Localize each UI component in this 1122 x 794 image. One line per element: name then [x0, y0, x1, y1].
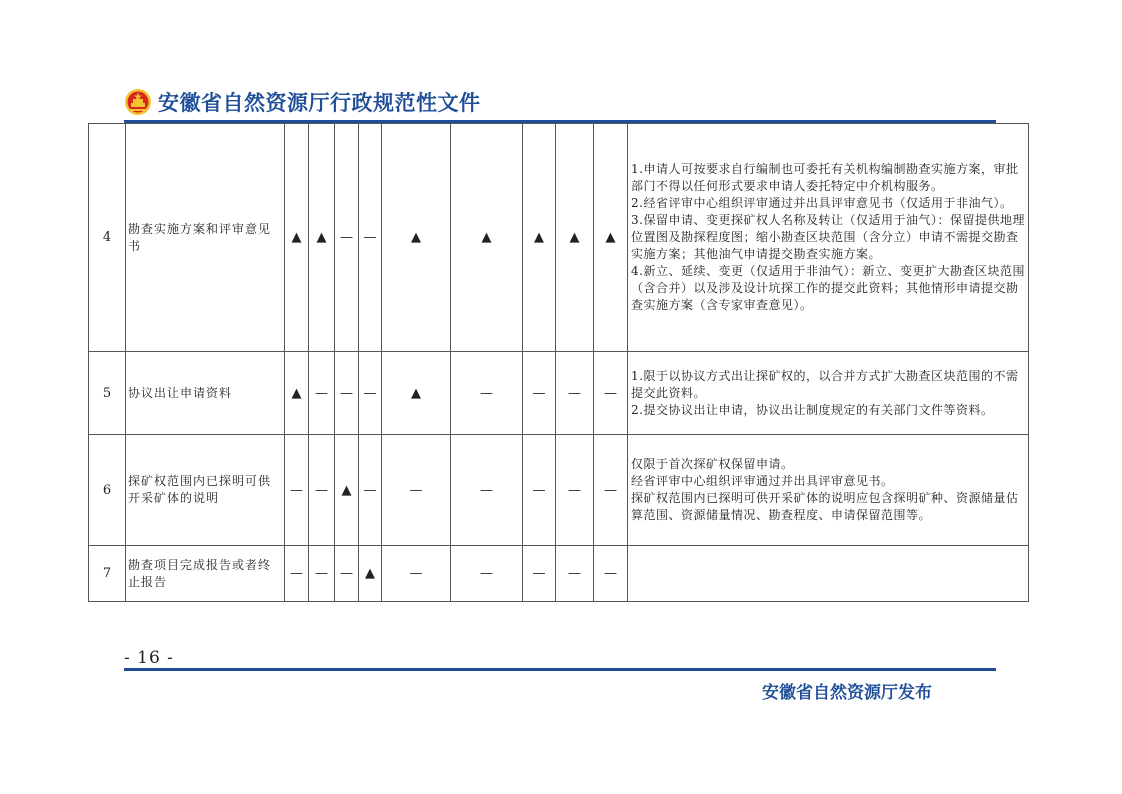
- requirement-mark: ▲: [359, 546, 382, 602]
- footer-publisher: 安徽省自然资源厅发布: [762, 683, 932, 703]
- requirement-mark: —: [382, 435, 451, 546]
- requirement-mark: ▲: [556, 124, 594, 352]
- remark-line: 1.申请人可按要求自行编制也可委托有关机构编制勘查实施方案，审批部门不得以任何形式要求申请人委托特定中介机构服务。: [631, 162, 1019, 193]
- requirement-mark: ▲: [594, 124, 628, 352]
- remarks-cell: [628, 546, 1029, 602]
- remark-line: 经省评审中心组织评审通过并出具评审意见书。: [631, 474, 894, 488]
- requirement-mark: —: [285, 546, 309, 602]
- material-name: 探矿权范围内已探明可供开采矿体的说明: [126, 435, 285, 546]
- requirement-mark: —: [451, 435, 523, 546]
- requirement-mark: ▲: [382, 352, 451, 435]
- requirement-mark: ▲: [523, 124, 556, 352]
- requirement-mark: ▲: [382, 124, 451, 352]
- requirement-mark: —: [309, 352, 335, 435]
- requirement-mark: —: [359, 435, 382, 546]
- table-row: [89, 352, 1029, 435]
- table-row: [89, 435, 1029, 546]
- requirement-mark: —: [556, 435, 594, 546]
- header-title: 安徽省自然资源厅行政规范性文件: [158, 91, 481, 115]
- requirement-mark: —: [359, 352, 382, 435]
- requirement-mark: —: [594, 435, 628, 546]
- requirement-mark: —: [451, 352, 523, 435]
- national-emblem-icon: [124, 88, 152, 116]
- requirement-mark: ▲: [285, 124, 309, 352]
- requirement-mark: —: [451, 546, 523, 602]
- row-number: 4: [89, 124, 126, 352]
- requirement-mark: —: [594, 352, 628, 435]
- requirement-mark: ▲: [309, 124, 335, 352]
- material-name: 勘查实施方案和评审意见书: [126, 124, 285, 352]
- remarks-cell: [628, 435, 1029, 546]
- requirement-mark: —: [335, 546, 359, 602]
- row-number: 7: [89, 546, 126, 602]
- requirement-mark: —: [335, 124, 359, 352]
- requirement-mark: —: [382, 546, 451, 602]
- remark-line: 4.新立、延续、变更（仅适用于非油气）：新立、变更扩大勘查区块范围（含合并）以及涉及设计坑探工作的提交此资料；其他情形申请提交勘查实施方案（含专家审查意见）。: [631, 264, 1025, 312]
- remark-line: 3.保留申请、变更探矿权人名称及转让（仅适用于油气）：保留提供地理位置图及勘探程度图；缩小勘查区块范围（含分立）申请不需提交勘查实施方案；其他油气申请提交勘查实施方案。: [631, 213, 1025, 261]
- row-number: 5: [89, 352, 126, 435]
- remarks-cell: [628, 124, 1029, 352]
- document-header: [124, 86, 481, 118]
- material-name: 勘查项目完成报告或者终止报告: [126, 546, 285, 602]
- remark-line: 2.经省评审中心组织评审通过并出具评审意见书（仅适用于非油气）。: [631, 196, 1013, 210]
- requirement-mark: —: [594, 546, 628, 602]
- requirement-mark: —: [523, 352, 556, 435]
- page-number: - 16 -: [124, 648, 174, 668]
- requirement-mark: —: [335, 352, 359, 435]
- requirement-mark: —: [523, 546, 556, 602]
- requirement-mark: ▲: [451, 124, 523, 352]
- footer-rule: [124, 668, 996, 671]
- requirement-mark: —: [285, 435, 309, 546]
- requirement-mark: —: [309, 546, 335, 602]
- remark-line: 仅限于首次探矿权保留申请。: [631, 457, 794, 471]
- remark-line: 探矿权范围内已探明可供开采矿体的说明应包含探明矿种、资源储量估算范围、资源储量情况、勘查程度、申请保留范围等。: [631, 491, 1019, 522]
- remarks-cell: [628, 352, 1029, 435]
- requirement-mark: —: [523, 435, 556, 546]
- requirement-mark: —: [309, 435, 335, 546]
- remark-line: 1.限于以协议方式出让探矿权的，以合并方式扩大勘查区块范围的不需提交此资料。: [631, 368, 1019, 400]
- requirement-mark: ▲: [335, 435, 359, 546]
- table-row: [89, 124, 1029, 352]
- table-row: [89, 546, 1029, 602]
- requirement-mark: —: [359, 124, 382, 352]
- row-number: 6: [89, 435, 126, 546]
- remark-line: 2.提交协议出让申请，协议出让制度规定的有关部门文件等资料。: [631, 402, 994, 417]
- requirement-mark: ▲: [285, 352, 309, 435]
- material-name: 协议出让申请资料: [126, 352, 285, 435]
- requirement-mark: —: [556, 352, 594, 435]
- requirement-mark: —: [556, 546, 594, 602]
- materials-table: [88, 123, 1029, 602]
